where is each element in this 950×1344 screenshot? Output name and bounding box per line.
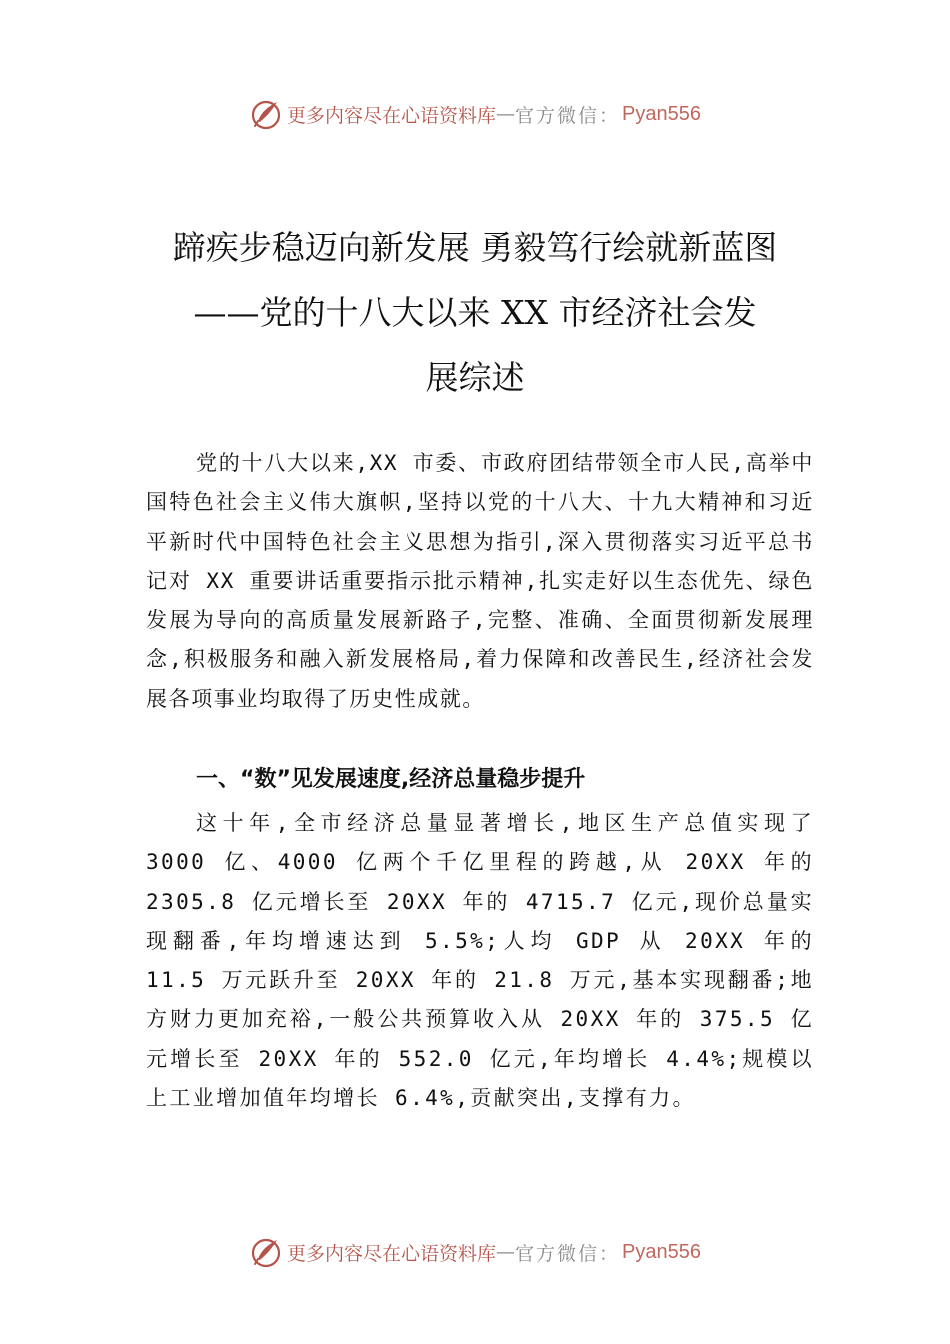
banner-wechat-label: 官方微信 bbox=[515, 104, 600, 127]
banner-wechat-id: Pyan556 bbox=[622, 102, 701, 125]
banner-colon: ： bbox=[599, 104, 619, 127]
banner-wechat-id: Pyan556 bbox=[622, 1240, 701, 1263]
top-banner bbox=[0, 94, 950, 134]
section-1-heading: 一、“数”见发展速度,经济总量稳步提升 bbox=[196, 767, 586, 792]
banner-separator: — bbox=[496, 1241, 515, 1263]
document-title-line-3: 展综述 bbox=[425, 358, 525, 397]
banner-site-name: 更多内容尽在心语资料库 bbox=[286, 104, 496, 127]
banner-separator: — bbox=[496, 103, 515, 125]
section-1-paragraph: 这十年,全市经济总量显著增长,地区生产总值实现了 3000 亿、4000 亿两个千亿里程的跨越,从 20XX 年的 2305.8 亿元增长至 20XX 年的 4715.7 亿元,现价总量实现翻番,年均增速达到 5.5%;人均 GDP 从 20XX 年的 11.5 万元跃升至 20XX 年的 21.8 万元,基本实现翻番;地方财力更加充裕,一般公共预算收入从 20XX 年的 375.5 亿元增长至 20XX 年的 552.0 亿元,年均增长 4.4%;规模以上工业增加值年均增长 6.4%,贡献突出,支撑有力。 bbox=[146, 811, 814, 1111]
banner-site-name: 更多内容尽在心语资料库 bbox=[286, 1242, 496, 1265]
document-title-line-2: ——党的十八大以来 XX 市经济社会发 bbox=[193, 293, 757, 332]
quill-logo-icon bbox=[249, 97, 283, 131]
banner-colon: ： bbox=[599, 1242, 619, 1265]
quill-logo-icon bbox=[249, 1235, 283, 1269]
bottom-banner bbox=[0, 1232, 950, 1272]
intro-paragraph: 党的十八大以来,XX 市委、市政府团结带领全市人民,高举中国特色社会主义伟大旗帜,坚持以党的十八大、十九大精神和习近平新时代中国特色社会主义思想为指引,深入贯彻落实习近平总书记对 XX 重要讲话重要指示批示精神,扎实走好以生态优先、绿色发展为导向的高质量发展新路子,完整、准确、全面贯彻新发展理念,积极服务和融入新发展格局,着力保障和改善民生,经济社会发展各项事业均取得了历史性成就。 bbox=[146, 451, 814, 711]
banner-wechat-label: 官方微信 bbox=[515, 1242, 600, 1265]
document-title-line-1: 蹄疾步稳迈向新发展 勇毅笃行绘就新蓝图 bbox=[172, 228, 778, 267]
